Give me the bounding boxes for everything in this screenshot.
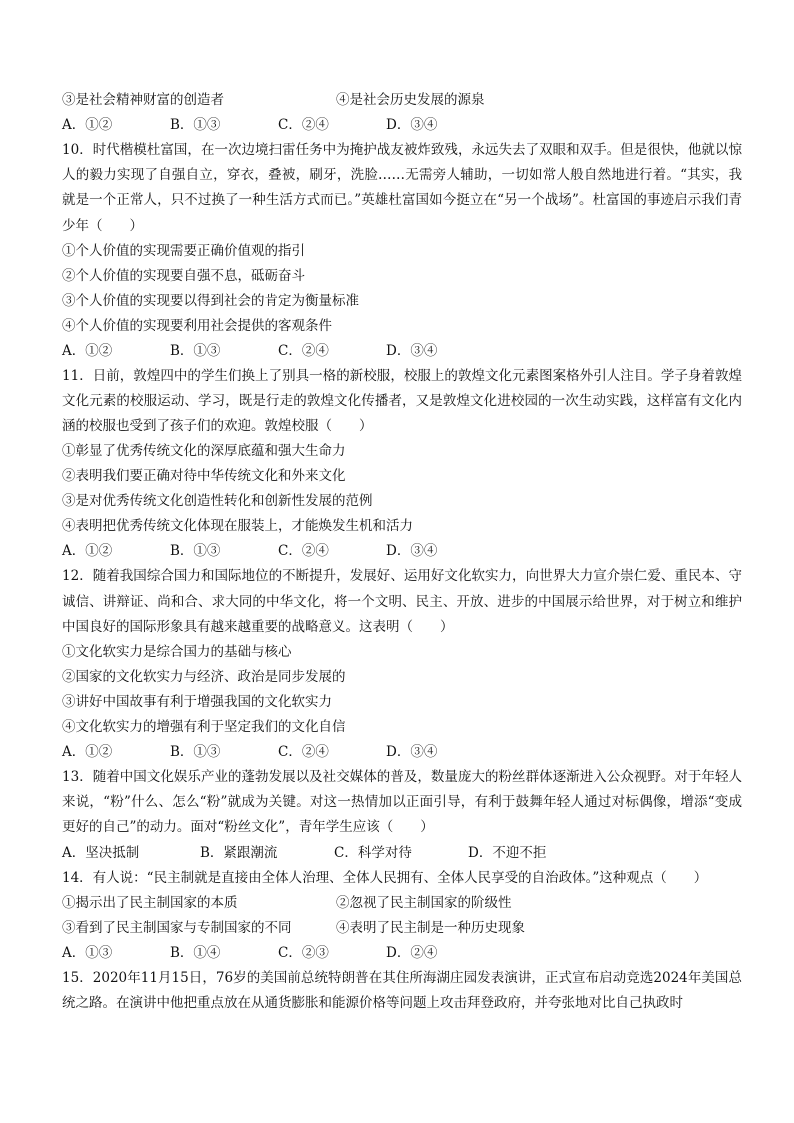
statement: ①个人价值的实现需要正确价值观的指引 [62, 242, 305, 259]
statement: ③看到了民主制国家与专制国家的不同 [62, 919, 292, 936]
option-a: A．①② [62, 543, 113, 560]
question-13-stem: 13．随着中国文化娱乐产业的蓬勃发展以及社交媒体的普及，数量庞大的粉丝群体逐渐进入公众视野。对于年轻人来说，“粉”什么、怎么“粉”就成为关键。对这一热情加以正面引导，有利于鼓舞年轻人通过对标偶像，增添“变成更好的自己”的动力。面对“粉丝文化”，青年学生应该（ ） [62, 769, 742, 836]
statement: ③是对优秀传统文化创造性转化和创新性发展的范例 [62, 493, 373, 510]
statement-row [62, 88, 742, 113]
exam-page [62, 88, 742, 1016]
statement: ②表明我们要正确对待中华传统文化和外来文化 [62, 468, 346, 485]
option-d: D．②④ [386, 944, 438, 961]
option-b: B．①③ [170, 117, 221, 133]
statement-row [62, 916, 742, 941]
statement: ④是社会历史发展的源泉 [336, 92, 485, 108]
option-b: B．①③ [170, 543, 221, 560]
statement: ④文化软实力的增强有利于坚定我们的文化自信 [62, 719, 346, 736]
statement: ④表明把优秀传统文化体现在服装上，才能焕发生机和活力 [62, 518, 413, 535]
statement: ①文化软实力是综合国力的基础与核心 [62, 644, 292, 661]
question-10-stem: 10．时代楷模杜富国，在一次边境扫雷任务中为掩护战友被炸致残，永远失去了双眼和双手。但是很快，他就以惊人的毅力实现了自强自立，穿衣，叠被，刷牙，洗脸……无需旁人辅助，一切如常人般自然地进行着。“其实，我就是一个正常人，只不过换了一种生活方式而已。”英雄杜富国如今挺立在“另一个战场”。杜富国的事迹启示我们青少年（ ） [62, 142, 742, 234]
option-a: A．①③ [62, 944, 113, 961]
statement: ③是社会精神财富的创造者 [62, 92, 224, 108]
answer-options [62, 113, 742, 138]
statement: ②个人价值的实现要自强不息，砥砺奋斗 [62, 267, 305, 284]
question-15-stem: 15．2020年11月15日，76岁的美国前总统特朗普在其住所海湖庄园发表演讲，正式宣布启动竞选2024年美国总统之路。在演讲中他把重点放在从通货膨胀和能源价格等问题上攻击拜登政府，并夸张地对比自己执政时 [62, 969, 742, 1012]
option-a: A．①② [62, 342, 113, 359]
statement: ④个人价值的实现要利用社会提供的客观条件 [62, 317, 332, 334]
option-d: D．③④ [386, 543, 438, 560]
statement: ②国家的文化软实力与经济、政治是同步发展的 [62, 669, 346, 686]
option-b: B．①④ [170, 944, 221, 961]
statement-row [62, 891, 742, 916]
option-a: A．①② [62, 744, 113, 761]
statement: ④表明了民主制是一种历史现象 [336, 919, 525, 936]
option-c: C．②④ [278, 744, 329, 761]
statement: ②忽视了民主制国家的阶级性 [336, 894, 512, 911]
option-c: C．②④ [278, 342, 329, 359]
option-d: D．③④ [386, 744, 438, 761]
option-b: B．①③ [170, 744, 221, 761]
answer-options [62, 740, 742, 765]
option-d: D．③④ [386, 342, 438, 359]
question-14-stem: 14．有人说：“民主制就是直接由全体人治理、全体人民拥有、全体人民享受的自治政体。”这种观点（ ） [62, 869, 708, 886]
answer-options [62, 539, 742, 564]
option-d: D．③④ [386, 117, 438, 133]
question-11-stem: 11．日前，敦煌四中的学生们换上了别具一格的新校服，校服上的敦煌文化元素图案格外引人注目。学子身着敦煌文化元素的校服运动、学习，既是行走的敦煌文化传播者，又是敦煌文化进校园的一次生动实践，这样富有文化内涵的校服也受到了孩子们的欢迎。敦煌校服（ ） [62, 367, 742, 435]
option-b: B．紧跟潮流 [200, 844, 278, 861]
statement: ③讲好中国故事有利于增强我国的文化软实力 [62, 694, 332, 711]
answer-options [62, 941, 742, 966]
statement: ①揭示出了民主制国家的本质 [62, 894, 238, 911]
option-c: C．科学对待 [334, 844, 412, 861]
option-c: C．②④ [278, 117, 329, 133]
option-b: B．①③ [170, 342, 221, 359]
option-a: A．坚决抵制 [62, 844, 140, 861]
answer-options [62, 339, 742, 364]
statement: ①彰显了优秀传统文化的深厚底蕴和强大生命力 [62, 443, 346, 460]
answer-options [62, 841, 742, 866]
statement: ③个人价值的实现要以得到社会的肯定为衡量标准 [62, 292, 359, 309]
option-c: C．②③ [278, 944, 329, 961]
option-c: C．②④ [278, 543, 329, 560]
option-a: A．①② [62, 117, 113, 133]
option-d: D．不迎不拒 [468, 844, 547, 861]
question-12-stem: 12．随着我国综合国力和国际地位的不断提升，发展好、运用好文化软实力，向世界大力宣介崇仁爱、重民本、守诚信、讲辩证、尚和合、求大同的中华文化，将一个文明、民主、开放、进步的中国展示给世界，对于树立和维护中国良好的国际形象具有越来越重要的战略意义。这表明（ ） [62, 568, 742, 635]
